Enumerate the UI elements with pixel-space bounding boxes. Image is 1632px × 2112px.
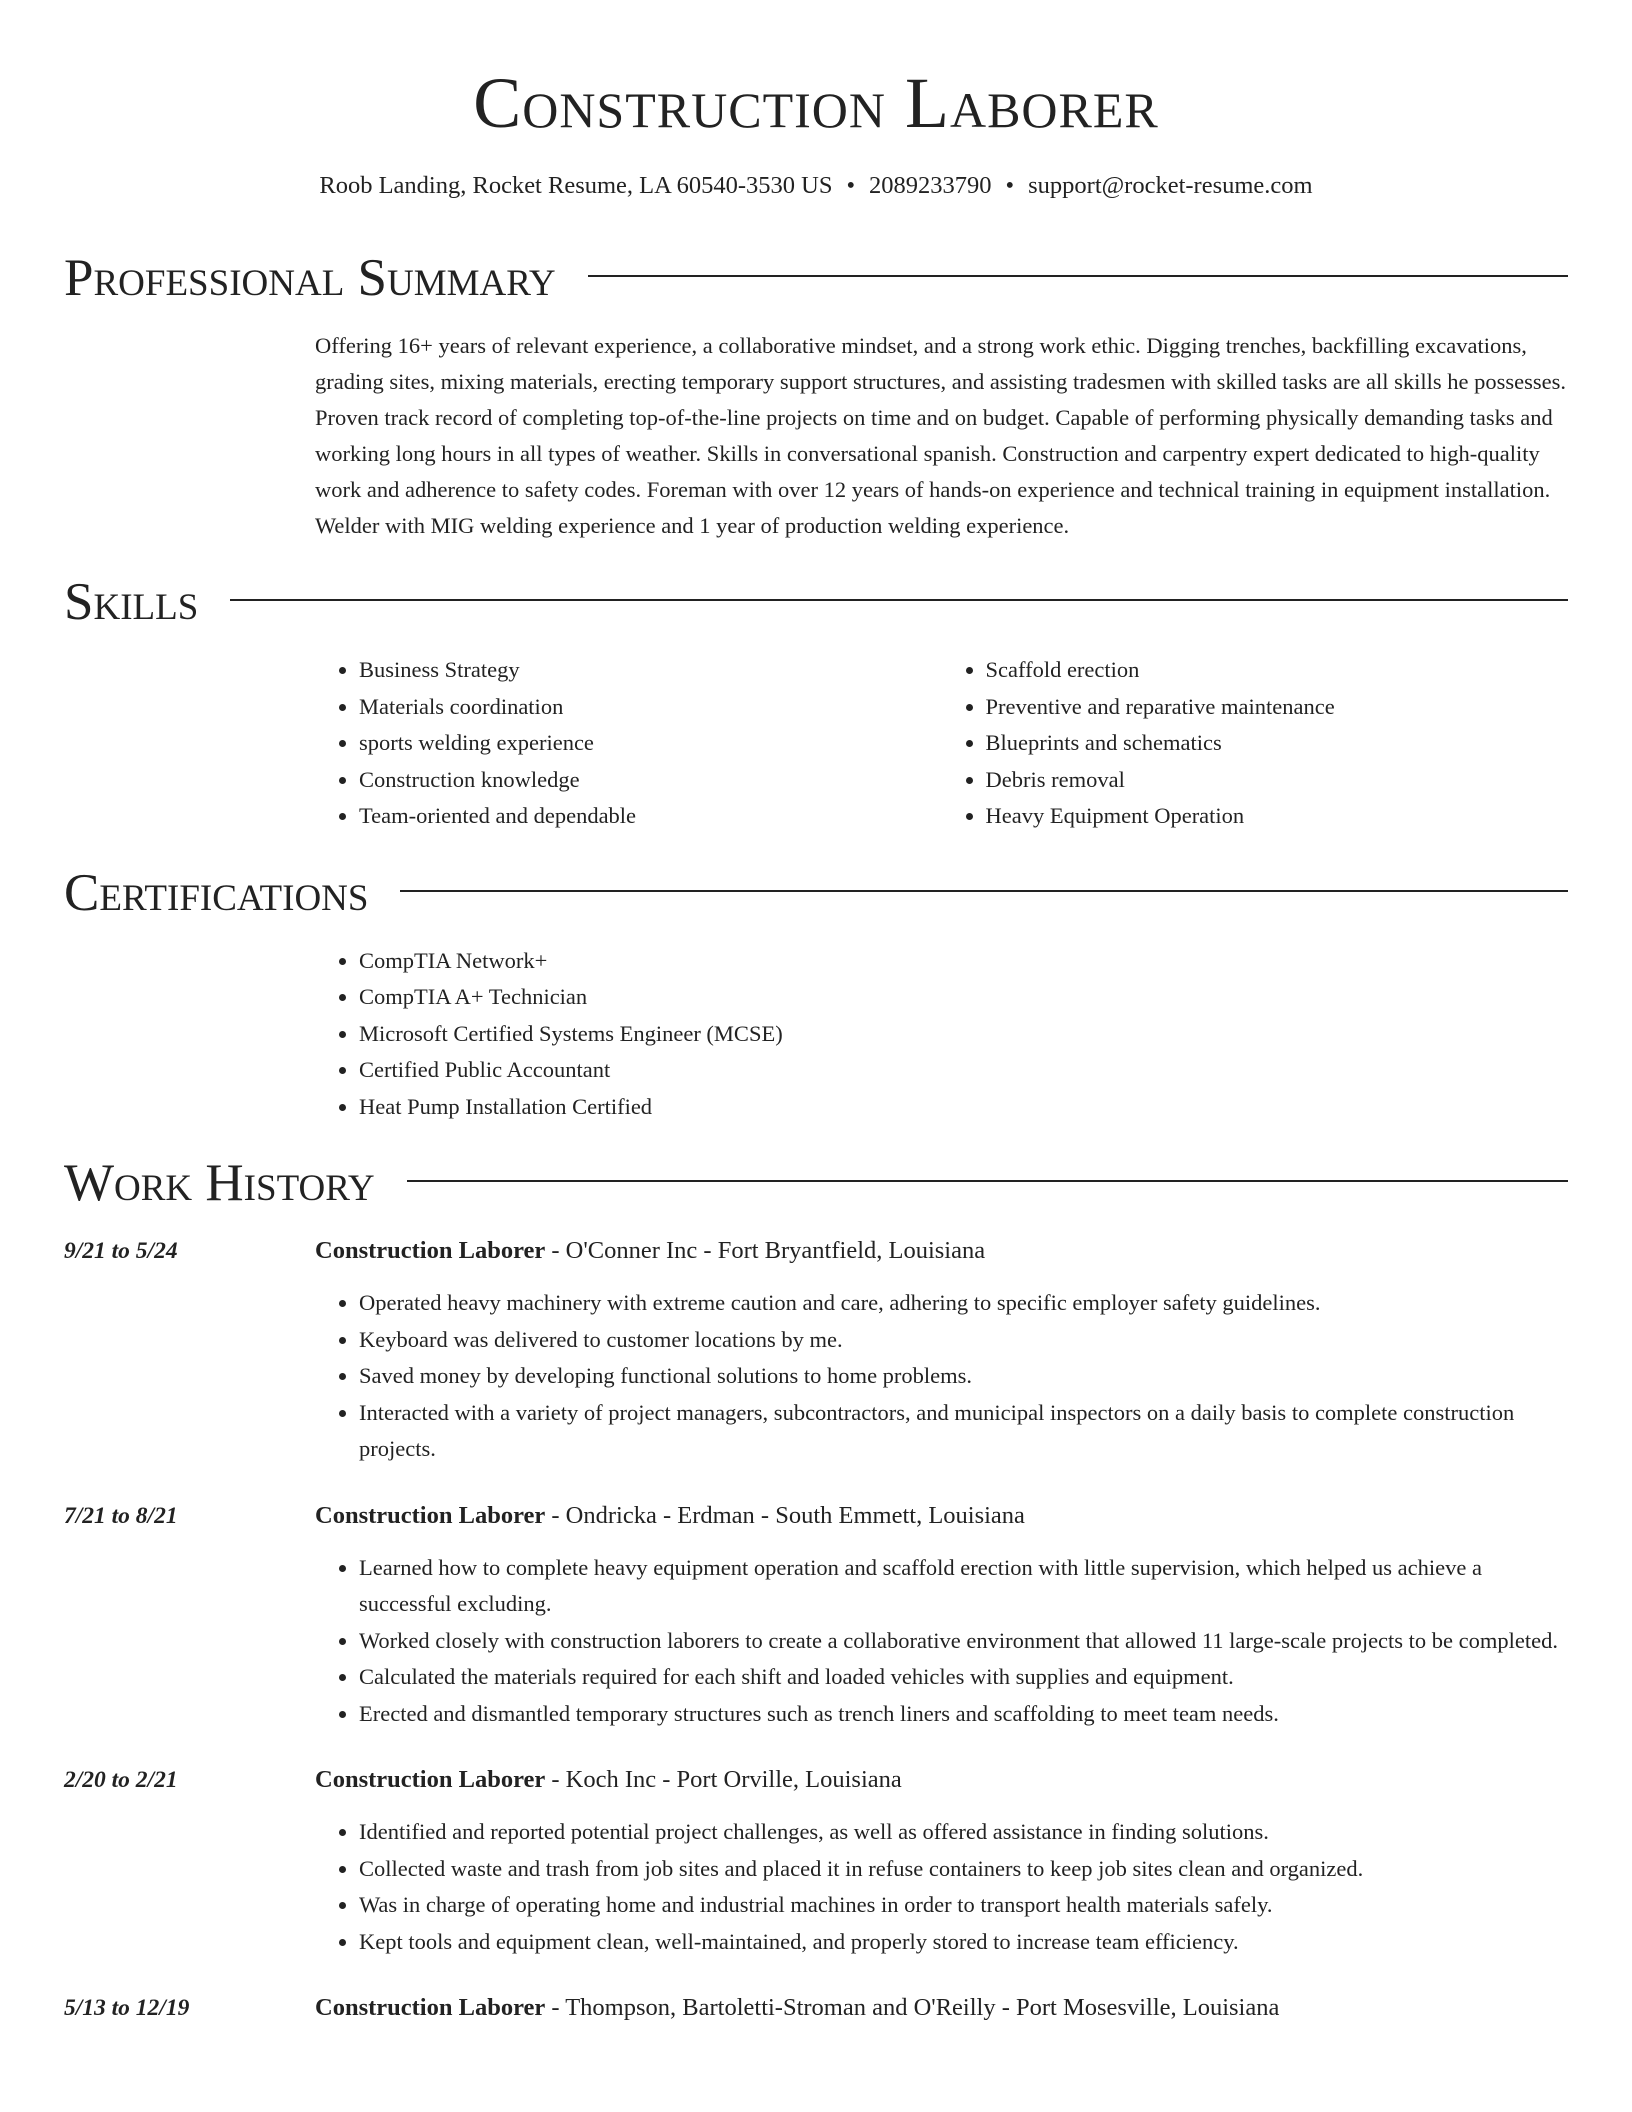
contact-separator: • — [1005, 172, 1015, 199]
job-details — [315, 1233, 1568, 1468]
job-bullet: • Worked closely with construction laborers to create a collaborative environment that allowed 11 large-scale projects to be completed. — [359, 1623, 1568, 1660]
skill-item: • Construction knowledge — [359, 762, 942, 799]
job-title: Construction Laborer — [315, 1237, 546, 1264]
skill-item: • Heavy Equipment Operation — [986, 798, 1569, 835]
certification-item: • Heat Pump Installation Certified — [359, 1089, 1568, 1126]
summary-text: Offering 16+ years of relevant experience, a collaborative mindset, and a strong work ethic. Digging trenches, backfilling excavations, grading sites, mixing materials, erecting temporary support structures, and assisting tradesmen with skilled tasks are all skills he possesses. Proven track record of completing top-of-the-line projects on time and on budget. Capable of performing physically demanding tasks and working long hours in all types of weather. Skills in conversational spanish. Construction and carpentry expert dedicated to high-quality work and adherence to safety codes. Foreman with over 12 years of hands-on experience and technical training in equipment installation. Welder with MIG welding experience and 1 year of production welding experience. — [315, 333, 1567, 538]
job-bullets — [315, 1285, 1568, 1468]
job-employer: - Koch Inc - Port Orville, Louisiana — [545, 1766, 902, 1793]
job-employer: - O'Conner Inc - Fort Bryantfield, Louisiana — [545, 1237, 986, 1264]
job-title: Construction Laborer — [315, 1501, 546, 1529]
skill-item: • Business Strategy — [359, 652, 942, 689]
skill-item: • sports welding experience — [359, 725, 942, 762]
certification-item: • CompTIA Network+ — [359, 943, 1568, 980]
job-bullet: • Learned how to complete heavy equipment operation and scaffold erection with little supervision, which helped us achieve a successful excluding. — [359, 1550, 1568, 1623]
skills-list-left — [315, 652, 942, 835]
skill-item: • Preventive and reparative maintenance — [986, 689, 1569, 726]
skills-heading: Skills — [64, 573, 199, 631]
certification-item: • Microsoft Certified Systems Engineer (MCSE) — [359, 1016, 1568, 1053]
job-bullet: • Was in charge of operating home and industrial machines in order to transport health materials safely. — [359, 1887, 1568, 1924]
job-details — [315, 1498, 1568, 1733]
job-title-line — [315, 1498, 1568, 1534]
job-bullet: • Identified and reported potential project challenges, as well as offered assistance in finding solutions. — [359, 1814, 1568, 1851]
job-dates: 7/21 to 8/21 — [64, 1502, 178, 1529]
job-dates: 9/21 to 5/24 — [64, 1238, 178, 1264]
skill-item: • Materials coordination — [359, 689, 942, 726]
job-bullets — [315, 1814, 1568, 1960]
skill-item: • Blueprints and schematics — [986, 725, 1569, 762]
job-entry — [64, 1498, 1568, 1733]
job-bullets — [315, 1550, 1568, 1733]
contact-separator: • — [846, 172, 856, 199]
contact-line — [64, 170, 1568, 202]
job-details — [315, 1990, 1568, 2026]
job-title-line — [315, 1990, 1568, 2026]
job-details — [315, 1762, 1568, 1960]
job-bullet: • Saved money by developing functional solutions to home problems. — [359, 1358, 1568, 1395]
contact-address: Roob Landing, Rocket Resume, LA 60540-3530 US — [319, 172, 833, 199]
job-bullet: • Operated heavy machinery with extreme caution and care, adhering to specific employer safety guidelines. — [359, 1285, 1568, 1322]
summary-section-header — [64, 246, 1568, 310]
certification-item: • CompTIA A+ Technician — [359, 979, 1568, 1016]
certifications-list — [315, 943, 1568, 1126]
job-dates: 5/13 to 12/19 — [64, 1995, 190, 2021]
job-title: Construction Laborer — [315, 1994, 546, 2021]
skills-section-header — [64, 570, 1568, 634]
work-history-section-header — [64, 1151, 1568, 1215]
job-title-line — [315, 1233, 1568, 1269]
section-divider — [588, 275, 1568, 277]
job-bullet: • Collected waste and trash from job sites and placed it in refuse containers to keep job sites clean and organized. — [359, 1851, 1568, 1888]
job-title: Construction Laborer — [315, 1766, 546, 1793]
skill-item: • Scaffold erection — [986, 652, 1569, 689]
job-bullet: • Kept tools and equipment clean, well-maintained, and properly stored to increase team efficiency. — [359, 1924, 1568, 1961]
resume-page — [64, 0, 1568, 2026]
contact-phone: 2089233790 — [869, 172, 992, 199]
skills-columns — [315, 652, 1568, 835]
job-bullet: • Erected and dismantled temporary structures such as trench liners and scaffolding to meet team needs. — [359, 1696, 1568, 1733]
skill-item: • Team-oriented and dependable — [359, 798, 942, 835]
job-employer: - Thompson, Bartoletti-Stroman and O'Reilly - Port Mosesville, Louisiana — [545, 1994, 1280, 2021]
certifications-section-header — [64, 861, 1568, 925]
job-entry — [64, 1762, 1568, 1960]
contact-email: support@rocket-resume.com — [1028, 172, 1313, 199]
job-bullet: • Interacted with a variety of project managers, subcontractors, and municipal inspectors on a daily basis to complete construction projects. — [359, 1395, 1568, 1468]
job-bullet: • Calculated the materials required for each shift and loaded vehicles with supplies and equipment. — [359, 1659, 1568, 1696]
work-history-heading: Work History — [64, 1154, 375, 1212]
section-divider — [400, 890, 1568, 892]
certification-item: • Certified Public Accountant — [359, 1052, 1568, 1089]
summary-heading: Professional Summary — [64, 249, 556, 307]
skill-item: • Debris removal — [986, 762, 1569, 799]
certifications-list-wrapper — [315, 943, 1568, 1126]
job-title-line — [315, 1762, 1568, 1798]
resume-name: Construction Laborer — [473, 63, 1159, 143]
job-employer: - Ondricka - Erdman - South Emmett, Louisiana — [545, 1501, 1025, 1529]
section-divider — [230, 599, 1568, 601]
job-bullet: • Keyboard was delivered to customer locations by me. — [359, 1322, 1568, 1359]
certifications-heading: Certifications — [64, 863, 369, 922]
section-divider — [407, 1180, 1568, 1182]
skills-list-right — [942, 652, 1569, 835]
job-entry — [64, 1233, 1568, 1468]
job-dates: 2/20 to 2/21 — [64, 1767, 178, 1793]
job-entry — [64, 1990, 1568, 2026]
